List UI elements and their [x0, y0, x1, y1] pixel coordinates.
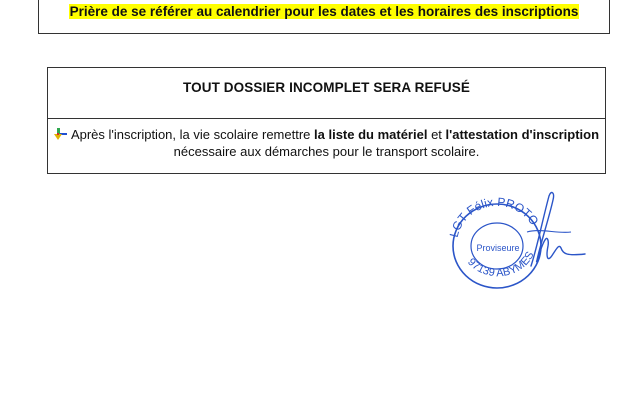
- notice-text-material-list: la liste du matériel: [314, 127, 428, 142]
- notice-text-attestation: l'attestation d'inscription: [445, 127, 600, 142]
- stamp-center-text: Proviseure: [476, 243, 520, 253]
- stamp-seal-icon: [445, 188, 595, 298]
- notice-line-2: nécessaire aux démarches pour le transport scolaire.: [173, 144, 480, 159]
- arrow-bullet-icon: [54, 128, 68, 140]
- svg-text:97139 ABYMES: [465, 250, 536, 280]
- registration-dates-notice: [39, 4, 609, 19]
- notice-title: TOUT DOSSIER INCOMPLET SERA REFUSÉ: [183, 80, 470, 95]
- stamp-ring-bottom: 97139 ABYMES: [465, 249, 537, 280]
- notice-text-and: et: [427, 127, 446, 142]
- notice-body: [48, 126, 605, 160]
- signature-underline: [527, 231, 571, 233]
- notice-divider: [48, 118, 605, 119]
- highlighted-notice-text: Prière de se référer au calendrier pour les dates et les horaires des inscriptions: [69, 4, 579, 19]
- top-notice-box: [38, 0, 610, 34]
- signature-scribble: [531, 193, 585, 266]
- school-stamp: [445, 188, 595, 298]
- notice-text-intro: Après l'inscription, la vie scolaire remettre: [70, 127, 315, 142]
- incomplete-file-notice-box: [47, 67, 606, 174]
- notice-line-1: [48, 126, 605, 143]
- stamp-ring-top: LGT Félix PROTO: [446, 194, 542, 239]
